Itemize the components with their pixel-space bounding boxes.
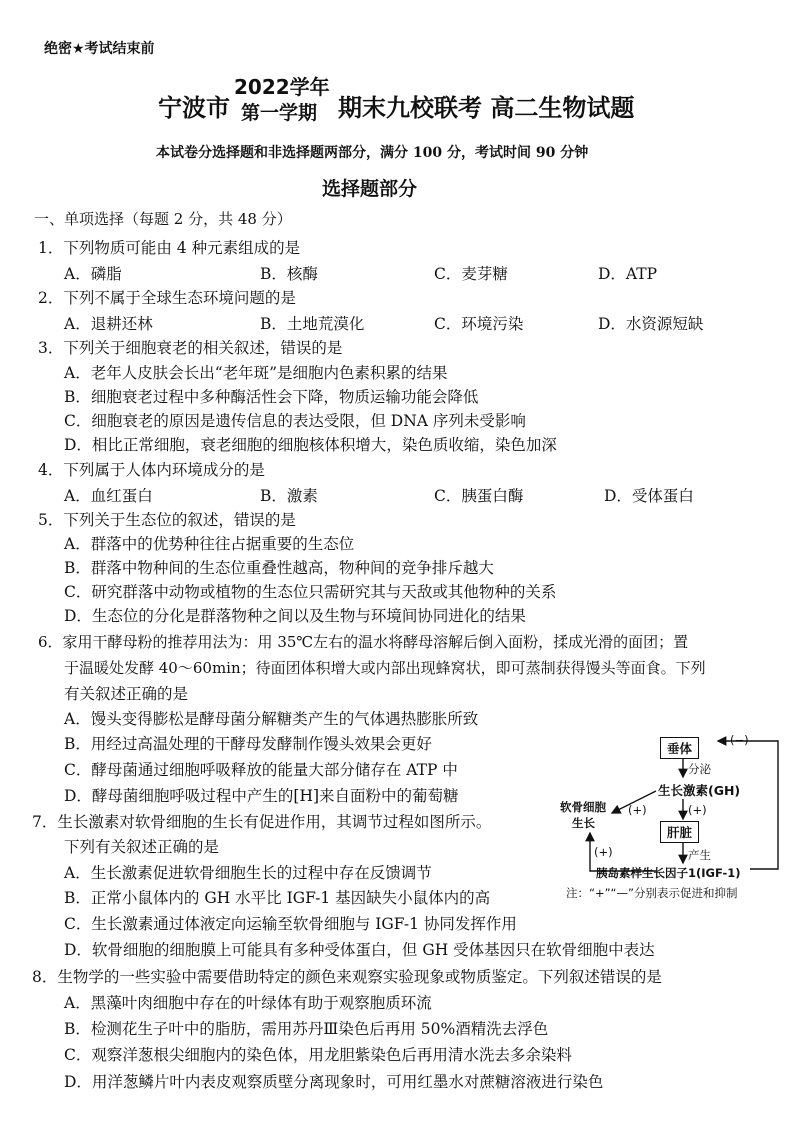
label-plus-igf-cartilage: (+)	[594, 845, 613, 859]
question-4-option-b: B．激素	[260, 487, 318, 505]
question-3-option-a: A．老年人皮肤会长出“老年斑”是细胞内色素积累的结果	[64, 364, 448, 382]
label-secrete: 分泌	[688, 762, 711, 776]
label-plus-gh-liver: (+)	[688, 803, 707, 817]
question-1-option-c: C．麦芽糖	[434, 265, 508, 283]
question-5-option-b: B．群落中物种间的生态位重叠性越高，物种间的竞争排斥越大	[64, 559, 494, 577]
confidential-label: 绝密★考试结束前	[44, 41, 155, 57]
question-1-option-a: A．磷脂	[64, 265, 122, 283]
label-inhibit: (−)	[730, 733, 749, 747]
question-7-stem-line-1: 7．生长激素对软骨细胞的生长有促进作用，其调节过程如图所示。	[32, 813, 492, 831]
label-cartilage-cell: 软骨细胞	[560, 800, 606, 814]
question-4-stem: 4．下列属于人体内环境成分的是	[38, 461, 265, 479]
question-2-option-c: C．环境污染	[434, 315, 524, 333]
title-year-block	[234, 74, 330, 126]
question-6-option-d: D．酵母菌细胞呼吸过程中产生的[H]来自面粉中的葡萄糖	[64, 787, 459, 805]
question-2-option-a: A．退耕还林	[64, 315, 153, 333]
question-8-option-a: A．黑藻叶肉细胞中存在的叶绿体有助于观察胞质环流	[64, 994, 432, 1012]
question-4-option-d: D．受体蛋白	[604, 487, 694, 505]
question-3-option-b: B．细胞衰老过程中多种酶活性会下降，物质运输功能会降低	[64, 388, 479, 406]
label-gh: 生长激素(GH)	[658, 783, 741, 798]
title-semester: 第一学期	[240, 102, 317, 124]
question-6-stem-line-2: 于温暖处发酵 40～60min；待面团体积增大或内部出现蜂窝状，即可蒸制获得馒头等面食。下列	[64, 659, 706, 677]
question-7-option-b: B．正常小鼠体内的 GH 水平比 IGF-1 基因缺失小鼠体内的高	[64, 889, 491, 907]
question-8-option-b: B．检测花生子叶中的脂肪，需用苏丹Ⅲ染色后再用 50%酒精洗去浮色	[64, 1020, 549, 1038]
label-produce: 产生	[688, 848, 711, 862]
question-6-option-c: C．酵母菌通过细胞呼吸释放的能量大部分储存在 ATP 中	[64, 761, 458, 779]
question-7-stem-line-2: 下列有关叙述正确的是	[64, 838, 220, 856]
question-3-option-c: C．细胞衰老的原因是遗传信息的表达受限，但 DNA 序列未受影响	[64, 412, 526, 430]
question-6-option-b: B．用经过高温处理的干酵母发酵制作馒头效果会更好	[64, 735, 432, 753]
question-7-option-a: A．生长激素促进软骨细胞生长的过程中存在反馈调节	[64, 864, 432, 882]
question-6-stem-line-3: 有关叙述正确的是	[64, 685, 189, 703]
pituitary-box: 垂体	[660, 737, 699, 759]
question-7-option-c: C．生长激素通过体液定向运输至软骨细胞与 IGF-1 协同发挥作用	[64, 915, 517, 933]
liver-box: 肝脏	[660, 821, 699, 843]
question-2-stem: 2．下列不属于全球生态环境问题的是	[38, 289, 296, 307]
question-8-option-c: C．观察洋葱根尖细胞内的染色体，用龙胆紫染色后再用清水洗去多余染料	[64, 1046, 572, 1064]
question-5-option-d: D．生态位的分化是群落物种之间以及生物与环境间协同进化的结果	[64, 607, 526, 625]
title-main: 期末九校联考 高二生物试题	[338, 94, 635, 122]
question-4-option-c: C．胰蛋白酶	[434, 487, 524, 505]
question-1-option-d: D．ATP	[598, 265, 658, 283]
question-5-stem: 5．下列关于生态位的叙述，错误的是	[38, 511, 296, 529]
question-8-option-d: D．用洋葱鳞片叶内表皮观察质壁分离现象时，可用红墨水对蔗糖溶液进行染色	[64, 1073, 604, 1091]
question-6-stem-line-1: 6．家用干酵母粉的推荐用法为：用 35℃左右的温水将酵母溶解后倒入面粉，揉成光滑的面团；置	[38, 633, 689, 651]
diagram-note: 注：“+”“—”分别表示促进和抑制	[566, 886, 738, 900]
title-city: 宁波市	[158, 94, 230, 122]
label-plus-gh-cartilage: (+)	[628, 803, 647, 817]
part-heading: 一、单项选择（每题 2 分，共 48 分）	[34, 210, 292, 228]
question-2-option-d: D．水资源短缺	[598, 315, 704, 333]
question-3-stem: 3．下列关于细胞衰老的相关叙述，错误的是	[38, 339, 343, 357]
label-igf: 胰岛素样生长因子1(IGF-1)	[596, 866, 741, 880]
question-5-option-c: C．研究群落中动物或植物的生态位只需研究其与天敌或其他物种的关系	[64, 583, 557, 601]
question-3-option-d: D．相比正常细胞，衰老细胞的细胞核体积增大，染色质收缩，染色加深	[64, 436, 557, 454]
question-2-option-b: B．土地荒漠化	[260, 315, 365, 333]
label-cartilage-growth: 生长	[572, 816, 595, 830]
growth-hormone-diagram	[560, 735, 790, 905]
question-8-stem: 8．生物学的一些实验中需要借助特定的颜色来观察实验现象或物质鉴定。下列叙述错误的是	[32, 968, 662, 986]
question-1-stem: 1．下列物质可能由 4 种元素组成的是	[38, 239, 301, 257]
title-year: 2022学年	[234, 75, 330, 99]
exam-intro: 本试卷分选择题和非选择题两部分，满分 100 分，考试时间 90 分钟	[156, 145, 589, 161]
section-title: 选择题部分	[322, 178, 418, 200]
question-1-option-b: B．核酶	[260, 265, 318, 283]
question-6-option-a: A．馒头变得膨松是酵母菌分解糖类产生的气体遇热膨胀所致	[64, 710, 479, 728]
question-7-option-d: D．软骨细胞的细胞膜上可能具有多种受体蛋白，但 GH 受体基因只在软骨细胞中表达	[64, 941, 655, 959]
question-4-option-a: A．血红蛋白	[64, 487, 153, 505]
question-5-option-a: A．群落中的优势种往往占据重要的生态位	[64, 535, 355, 553]
arrow-igf-feedback-to-pituitary	[718, 741, 778, 869]
